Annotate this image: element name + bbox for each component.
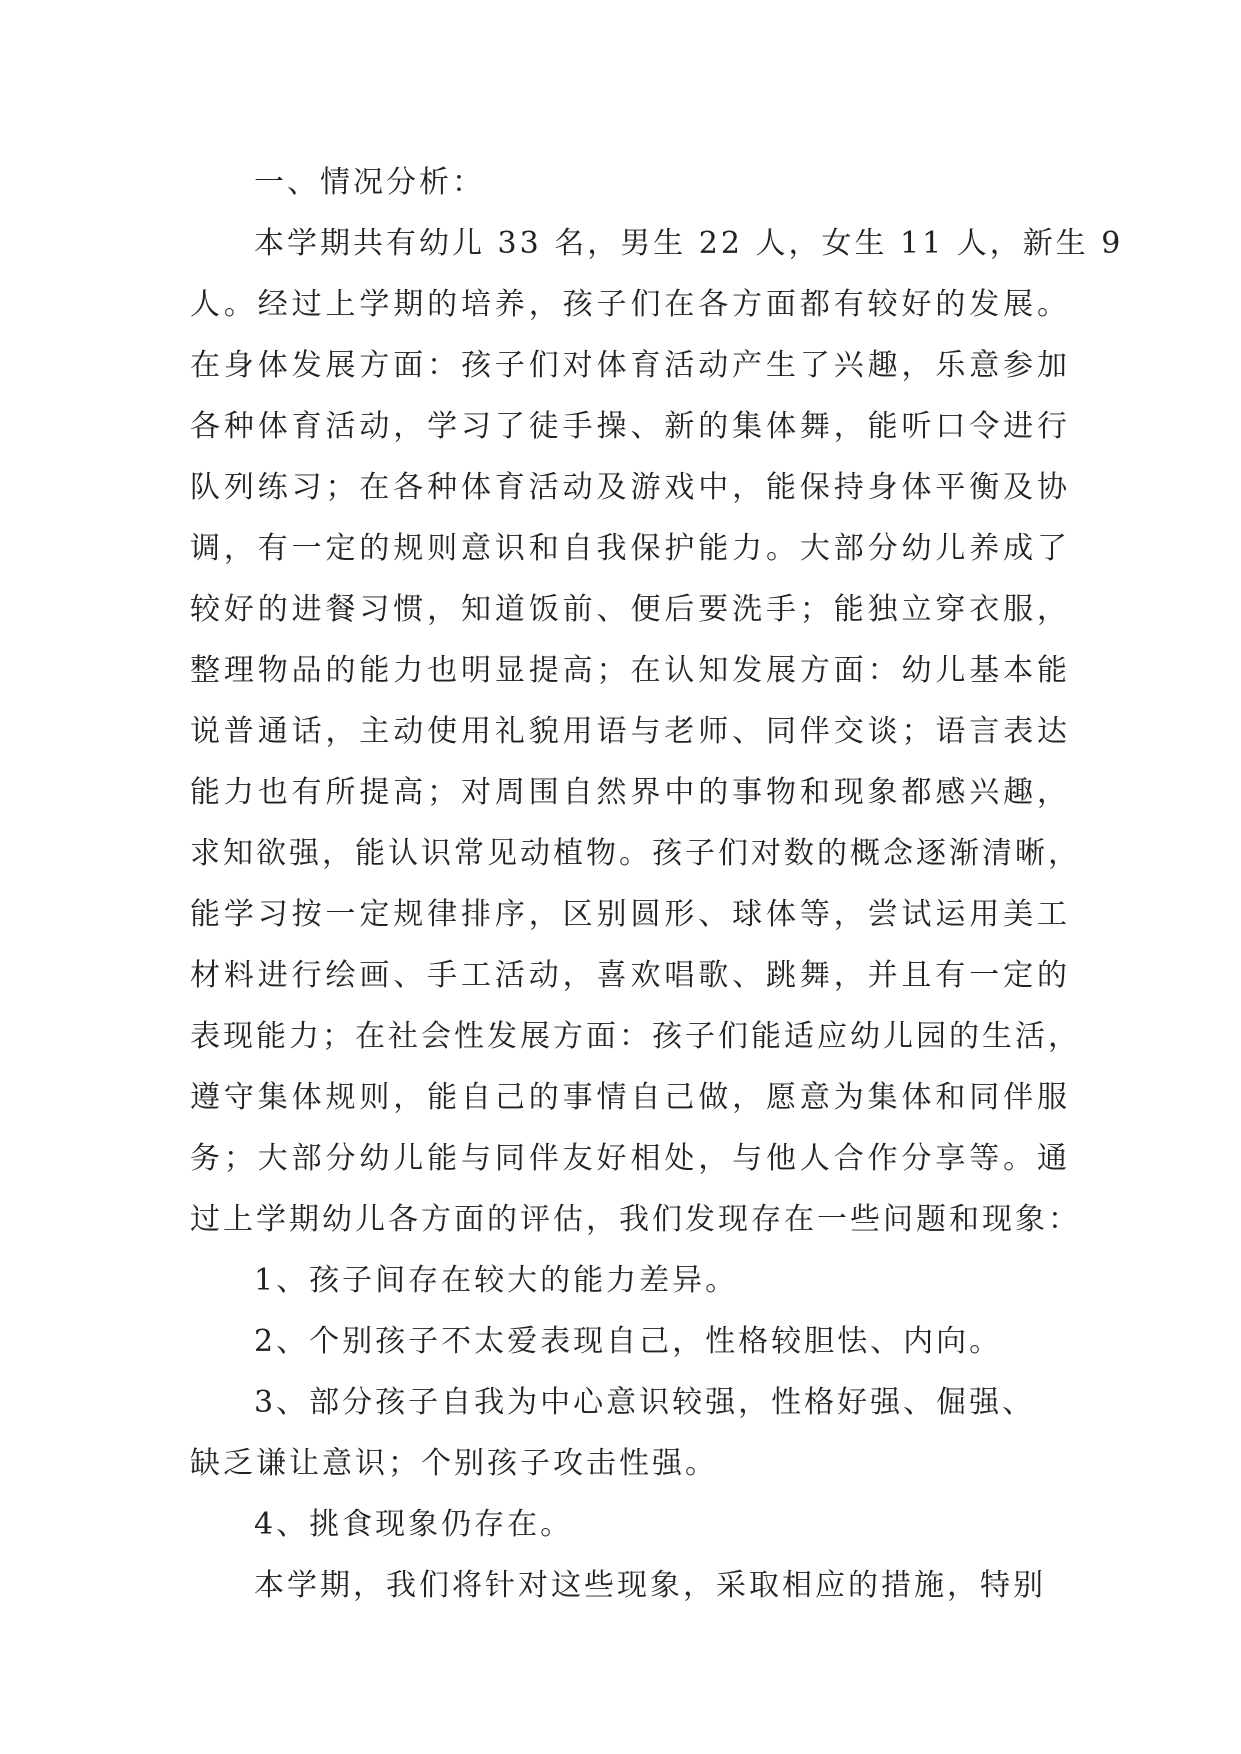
paragraph-line: 求知欲强，能认识常见动植物。孩子们对数的概念逐渐清晰， [190, 836, 1081, 871]
list-item-4: 4、挑食现象仍存在。 [254, 1507, 574, 1542]
paragraph-line: 表现能力；在社会性发展方面：孩子们能适应幼儿园的生活， [190, 1019, 1081, 1054]
paragraph-line: 能力也有所提高；对周围自然界中的事物和现象都感兴趣， [190, 775, 1070, 810]
paragraph-line: 过上学期幼儿各方面的评估，我们发现存在一些问题和现象： [190, 1202, 1081, 1237]
paragraph-line: 在身体发展方面：孩子们对体育活动产生了兴趣，乐意参加 [190, 348, 1070, 383]
paragraph-line: 人。经过上学期的培养，孩子们在各方面都有较好的发展。 [190, 287, 1070, 322]
list-item-3 [190, 1372, 1070, 1494]
paragraph-line: 材料进行绘画、手工活动，喜欢唱歌、跳舞，并且有一定的 [190, 958, 1070, 993]
paragraph-line: 队列练习；在各种体育活动及游戏中，能保持身体平衡及协 [190, 470, 1070, 505]
section-heading: 一、情况分析： [254, 165, 485, 200]
paragraph-situation-analysis [190, 213, 1124, 1250]
paragraph-line: 较好的进餐习惯，知道饭前、便后要洗手；能独立穿衣服， [190, 592, 1070, 627]
paragraph-line: 各种体育活动，学习了徒手操、新的集体舞，能听口令进行 [190, 409, 1070, 444]
paragraph-line: 遵守集体规则，能自己的事情自己做，愿意为集体和同伴服 [190, 1080, 1070, 1115]
paragraph-line: 本学期共有幼儿 33 名，男生 22 人，女生 11 人，新生 9 [254, 226, 1124, 261]
paragraph-line: 说普通话，主动使用礼貌用语与老师、同伴交谈；语言表达 [190, 714, 1070, 749]
paragraph-line: 能学习按一定规律排序，区别圆形、球体等，尝试运用美工 [190, 897, 1070, 932]
list-item-1: 1、孩子间存在较大的能力差异。 [254, 1263, 739, 1298]
closing-paragraph: 本学期，我们将针对这些现象，采取相应的措施，特别 [254, 1568, 1046, 1603]
paragraph-line: 整理物品的能力也明显提高；在认知发展方面：幼儿基本能 [190, 653, 1070, 688]
paragraph-line: 务；大部分幼儿能与同伴友好相处，与他人合作分享等。通 [190, 1141, 1070, 1176]
list-item-2: 2、个别孩子不太爱表现自己，性格较胆怯、内向。 [254, 1324, 1003, 1359]
list-item-line: 3、部分孩子自我为中心意识较强，性格好强、倔强、 [254, 1385, 1036, 1420]
list-item-line: 缺乏谦让意识；个别孩子攻击性强。 [190, 1446, 718, 1481]
document-content [190, 152, 1124, 1616]
paragraph-line: 调，有一定的规则意识和自我保护能力。大部分幼儿养成了 [190, 531, 1070, 566]
